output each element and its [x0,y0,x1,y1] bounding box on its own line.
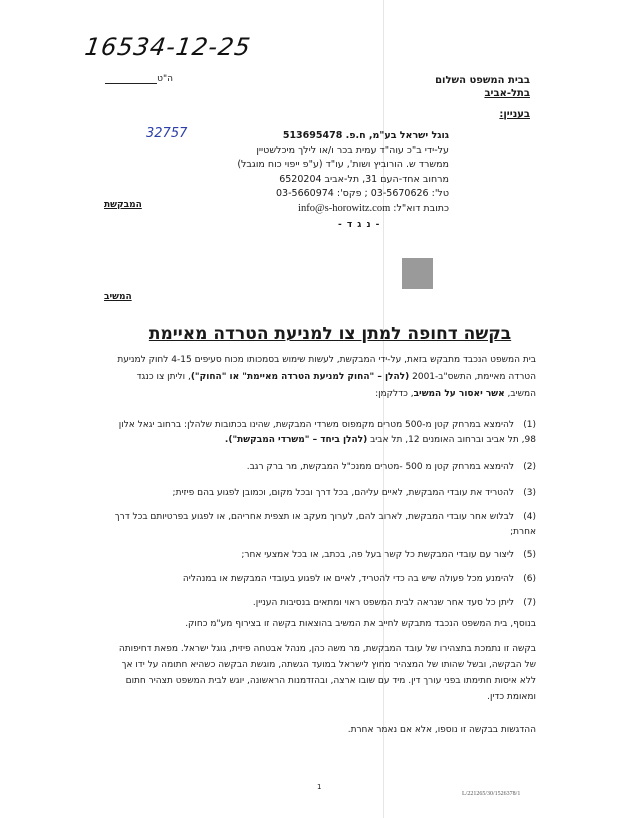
item-text: להימצא במרחק קטן מ 500 -מטרים ממנכ"ל המבקשת, מר ברק רגב. [246,462,514,472]
item-text: להטריד את עובדי המבקשת, לאיים עליהם, בכל דרך ובכל מקום, וכמובן לפגוע בהם פיזית; [172,488,514,498]
list-item [106,596,536,611]
item-text: להימנע מכל פעולה שיש בה כדי להטריד, לאיים או לפגוע בעובדי המבקשת או במנהליה [182,574,514,584]
list-item [106,548,536,563]
intro-bold: אשר יאסור על המשיב [413,389,505,399]
applicant-line: ממשרד ש. הורוביץ ושות', עו"ד (ע"פ ייפוי כוח מוגבל) [237,159,449,170]
applicant-name: גוגל ישראל בע"מ, ח.פ. 513695478 [282,130,449,141]
emphasis-note: ההדגשות בבקשה זו נוספו, אלא אם נאמר אחרת. [347,725,536,735]
respondent-label: המשיב [104,292,132,302]
versus-label: - נ ג ד - [338,220,381,230]
item-text: לבלוש אחר עובדי המבקשת, לארוב להם, לערוך מעקב או תצפית אחריהם, או לפגוע בפרטיותם בכל דרך אחרת; [114,512,536,537]
item-number: (1) [523,420,536,430]
court-header [435,74,530,100]
support-paragraph: בקשה זו נתמכת בתצהירו של עובד המבקשת, מר משה כהן, מנהל אבטחה פיזית, גוגל ישראל. מפאת דחיפותה של הבקשה, ובשל שהותו של המצהיר מחוץ לישראל במועד הגשתה, מוגשת הבקשה כשהיא חתומה על ידו אך ללא איסות חתימתו בפני עורך דין. מיד עם שובו ארצה, ובהזדמנות הראשונה, יוגש לבית המשפט תצהיר חתום ומאומת כדין. [118,644,536,702]
intro-text: , כדלקמן: [375,389,414,399]
court-name: בבית המשפט השלום [435,75,530,86]
applicant-label: המבקשת [104,200,142,210]
court-location: בתל-אביב [484,88,530,99]
list-item [106,460,536,475]
document-title: בקשה דחופה למתן צו למניעת הטרדה מאיימת [148,324,512,344]
item-number: (6) [523,574,536,584]
item-number: (2) [523,462,536,472]
handwritten-case-number: 16534-12-25 [83,33,253,61]
case-prefix [85,74,173,84]
intro-text: , וליתן צו כנגד המשיב, [136,372,536,399]
handwritten-margin-number: 32757 [146,126,188,141]
applicant-block [237,129,449,216]
case-prefix-label: ה"ט [157,74,173,84]
intro-paragraph [108,352,536,403]
item-bold: (להלן ביחד – "משרדי המבקשת"). [224,435,368,445]
applicant-email-row [237,202,449,217]
email-address: info@s-horowitz.com [298,202,391,214]
item-number: (3) [523,488,536,498]
email-label: כתובת דוא"ל: [393,202,449,214]
item-number: (4) [523,512,536,522]
list-item [106,572,536,587]
list-item [106,486,536,501]
item-number: (5) [523,550,536,560]
applicant-line: מרחוב אחד-העם 31, תל-אביב 6520204 [279,173,449,185]
item-text: ליצור עם עובדי המבקשת כל קשר בעל פה, בכתב, או בכל אמצעי אחר; [241,550,514,560]
list-item [106,418,536,448]
applicant-line: טל': 03-5670626 ; פקס': 03-5660974 [276,188,449,199]
page-number: 1 [317,783,322,791]
item-text: ליתן כל סעד אחר שנראה לבית המשפט ראוי ומתאים בנסיבות העניין. [252,598,514,608]
item-text: להימצא במרחק קטן מ-500 מטרים מקמפוס משרדי המבקשת, שהינו בכתובות שלהלן: ברחוב יגאל אלון 98, תל אביב וברחוב האומנים 12, תל אביב [118,420,536,445]
intro-text: בית המשפט הנכבד מתבקש בזאת, על-ידי המבקשת, לעשות שימוש בסמכותו מכוח סעיפים 4-15 לחוק למניעת הטרדה מאיימת, התשס"ב-2001 [117,355,536,382]
intro-bold: (להלן – "החוק למניעת הטרדה מאיימת" או "החוק") [190,372,410,382]
redacted-block [402,258,433,289]
footer-reference: L/221265/30/1526378/1 [462,791,521,797]
in-re-label: בעניין: [499,109,530,120]
list-item [106,510,536,540]
item-number: (7) [523,598,536,608]
applicant-line: על-ידי ב"כ עוה"ד עמית בכר ו/או לילך מיכלשטיין [256,144,449,156]
case-number-blank-line [105,83,157,84]
expenses-paragraph: בנוסף, בית המשפט הנכבד מתבקש לחייב את המשיב בהוצאות בקשה זו בצירוף מע"מ כחוק. [185,619,536,629]
